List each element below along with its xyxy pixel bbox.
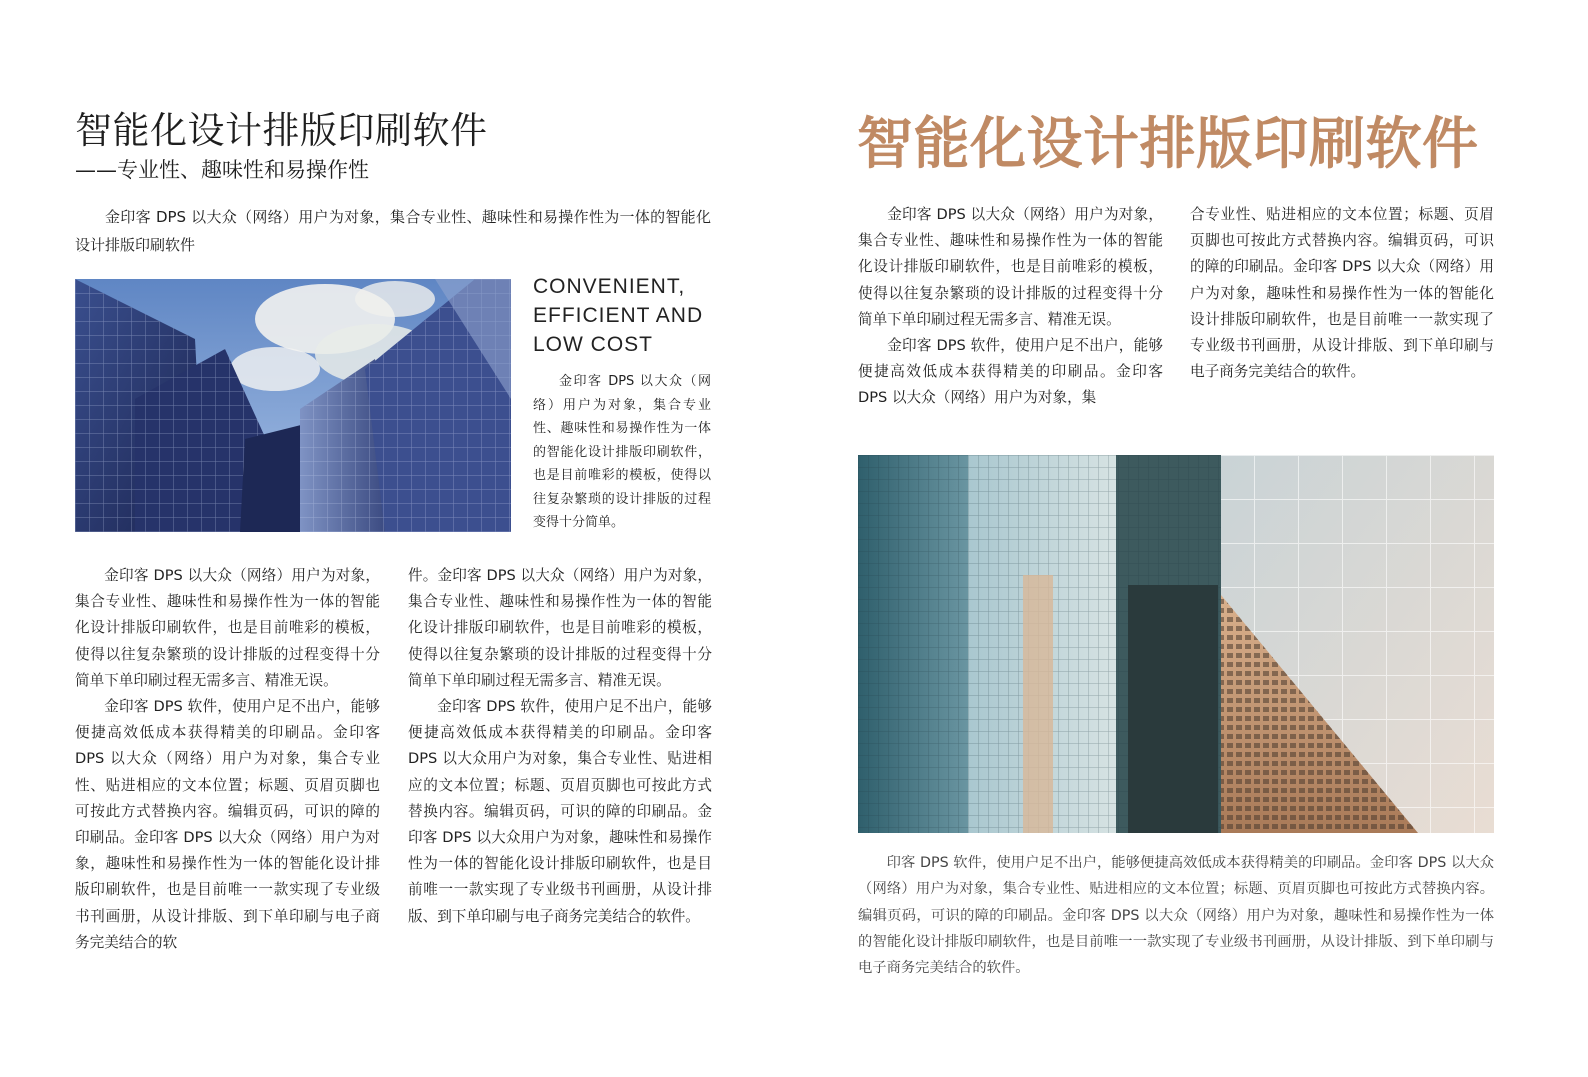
side-paragraph: 金印客 DPS 以大众（网络）用户为对象，集合专业性、趣味性和易操作性为一体的智能化设计排版印刷软件，也是目前唯彩的模板，使得以往复杂繁琐的设计排版的过程变得十分简单。 (533, 374, 711, 530)
right-col2-paragraph: 合专业性、贴进相应的文本位置；标题、页眉页脚也可按此方式替换内容。编辑页码，可识的障的印刷品。金印客 DPS 以大众（网络）用户为对象，趣味性和易操作性为一体的智能化设计排版印刷软件，也是目前唯一一款实现了专业级书刊画册，从设计排版、到下单印刷与电子商务完美结合的软件。 (1190, 206, 1494, 381)
left-page-column-2 (408, 563, 712, 930)
skyscraper-illustration-left (75, 279, 511, 532)
left-intro-paragraph: 金印客 DPS 以大众（网络）用户为对象，集合专业性、趣味性和易操作性为一体的智能化设计排版印刷软件 (75, 208, 711, 254)
skyscraper-photo-right (858, 455, 1494, 833)
side-heading (533, 272, 723, 359)
right-col1-paragraph-1: 金印客 DPS 以大众（网络）用户为对象，集合专业性、趣味性和易操作性为一体的智能化设计排版印刷软件，也是目前唯彩的模板，使得以往复杂繁琐的设计排版的过程变得十分简单下单印刷过程无需多言、精准无误。 (858, 206, 1163, 328)
right-page-column-2 (1190, 202, 1494, 385)
skyscraper-illustration-right (858, 455, 1494, 833)
left-col1-paragraph-2: 金印客 DPS 软件，使用户足不出户，能够便捷高效低成本获得精美的印刷品。金印客 DPS 以大众（网络）用户为对象，集合专业性、贴进相应的文本位置；标题、页眉页脚也可按此方式替换内容。编辑页码，可识的障的印刷品。金印客 DPS 以大众（网络）用户为对象，趣味性和易操作性为一体的智能化设计排版印刷软件，也是目前唯一一款实现了专业级书刊画册，从设计排版、到下单印刷与电子商务完美结合的软 (75, 698, 380, 951)
left-col2-paragraph-2: 金印客 DPS 软件，使用户足不出户，能够便捷高效低成本获得精美的印刷品。金印客 DPS 以大众用户为对象，集合专业性、贴进相应的文本位置；标题、页眉页脚也可按此方式替换内容。编辑页码，可识的障的印刷品。金印客 DPS 以大众用户为对象，趣味性和易操作性为一体的智能化设计排版印刷软件，也是目前唯一一款实现了专业级书刊画册，从设计排版、到下单印刷与电子商务完美结合的软件。 (408, 698, 712, 925)
right-page-column-1 (858, 202, 1163, 412)
side-heading-line-1: CONVENIENT, (533, 275, 686, 298)
side-heading-line-3: LOW COST (533, 333, 654, 356)
left-page-title: 智能化设计排版印刷软件 (75, 109, 488, 152)
left-page-column-1 (75, 563, 380, 956)
left-col1-paragraph-1: 金印客 DPS 以大众（网络）用户为对象，集合专业性、趣味性和易操作性为一体的智能化设计排版印刷软件，也是目前唯彩的模板，使得以往复杂繁琐的设计排版的过程变得十分简单下单印刷过程无需多言、精准无误。 (75, 567, 380, 689)
left-col2-paragraph-1: 件。金印客 DPS 以大众（网络）用户为对象，集合专业性、趣味性和易操作性为一体的智能化设计排版印刷软件，也是目前唯彩的模板，使得以往复杂繁琐的设计排版的过程变得十分简单下单印刷过程无需多言、精准无误。 (408, 567, 712, 689)
right-col1-paragraph-2: 金印客 DPS 软件，使用户足不出户，能够便捷高效低成本获得精美的印刷品。金印客 DPS 以大众（网络）用户为对象，集 (858, 337, 1163, 407)
image-caption: 印客 DPS 软件，使用户足不出户，能够便捷高效低成本获得精美的印刷品。金印客 DPS 以大众（网络）用户为对象，集合专业性、贴进相应的文本位置；标题、页眉页脚也可按此方式替换内容。编辑页码，可识的障的印刷品。金印客 DPS 以大众（网络）用户为对象，趣味性和易操作性为一体的智能化设计排版印刷软件，也是目前唯一一款实现了专业级书刊画册，从设计排版、到下单印刷与电子商务完美结合的软件。 (858, 855, 1494, 977)
skyscraper-photo-left (75, 279, 511, 532)
side-heading-line-2: EFFICIENT AND (533, 304, 704, 327)
right-page-title: 智能化设计排版印刷软件 (857, 112, 1479, 177)
left-page-subtitle: ——专业性、趣味性和易操作性 (75, 158, 369, 182)
